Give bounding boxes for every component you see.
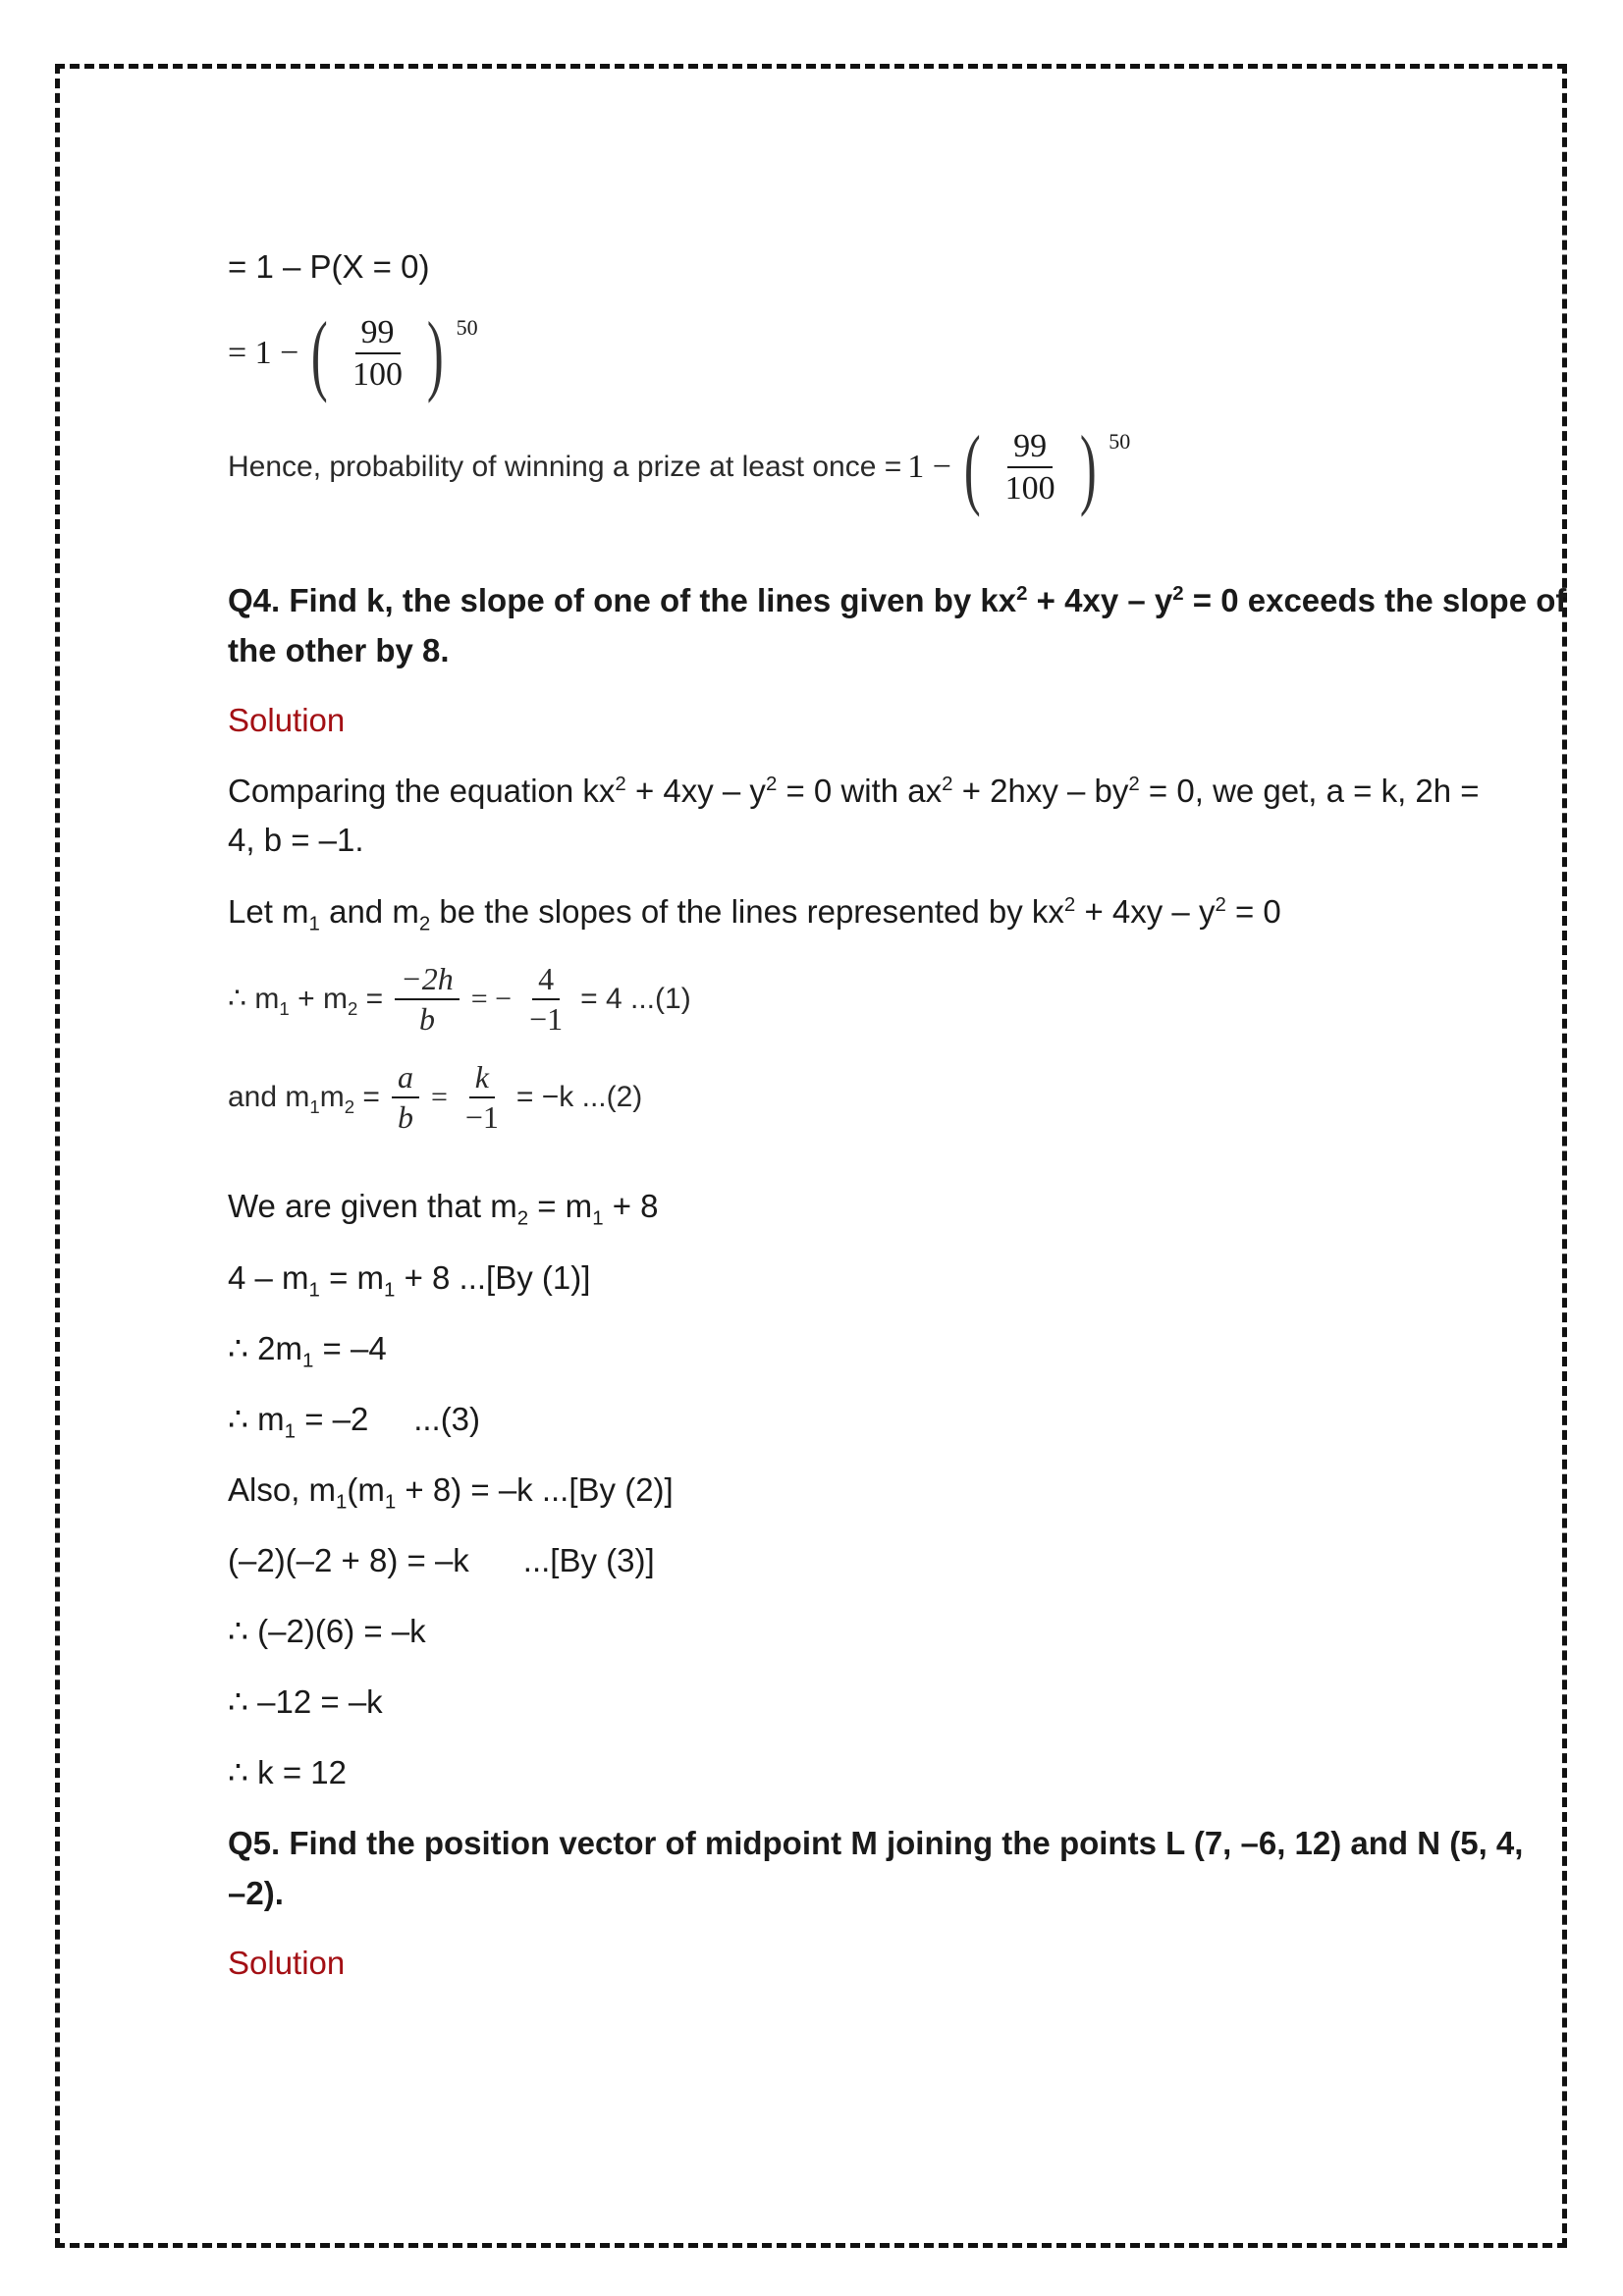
fraction bbox=[523, 962, 568, 1037]
equals-minus: = − bbox=[470, 983, 513, 1016]
sum-equation bbox=[228, 962, 691, 1037]
subscript: 1 bbox=[384, 1490, 397, 1514]
subscript: 1 bbox=[308, 912, 320, 935]
fraction bbox=[1000, 428, 1061, 507]
subscript: 1 bbox=[308, 1278, 320, 1302]
exponent: 50 bbox=[456, 315, 478, 340]
fraction-numerator: −2h bbox=[395, 962, 460, 1000]
text: = –4 bbox=[313, 1330, 387, 1366]
text: = 0 with ax bbox=[777, 773, 943, 809]
text: + 4xy – y bbox=[1027, 582, 1173, 618]
superscript: 2 bbox=[1172, 582, 1184, 605]
text: + 8) = –k ...[By (2)] bbox=[396, 1471, 674, 1508]
fraction-denominator: b bbox=[397, 1099, 413, 1136]
text: We are given that m bbox=[228, 1188, 517, 1224]
exponent: 50 bbox=[1109, 429, 1131, 454]
text: ∴ m bbox=[228, 1401, 285, 1437]
text: and m bbox=[228, 1081, 310, 1114]
step-line: ∴ (–2)(6) = –k bbox=[228, 1613, 426, 1649]
right-paren: ) bbox=[1079, 417, 1097, 517]
subscript: 2 bbox=[347, 998, 358, 1020]
subscript: 1 bbox=[384, 1278, 396, 1302]
text: = 0, we get, a = k, 2h = bbox=[1139, 773, 1480, 809]
fraction-numerator: k bbox=[469, 1060, 495, 1098]
text: + m bbox=[289, 983, 348, 1016]
comparison-line2: 4, b = –1. bbox=[228, 822, 364, 858]
equation-prefix: = 1 − bbox=[228, 335, 299, 371]
superscript: 2 bbox=[615, 773, 626, 795]
step-line bbox=[228, 1468, 674, 1512]
text: = bbox=[354, 1081, 380, 1114]
fraction-numerator: 99 bbox=[355, 314, 401, 354]
superscript: 2 bbox=[1128, 773, 1140, 795]
subscript: 1 bbox=[309, 1096, 320, 1118]
step-line bbox=[228, 1398, 480, 1441]
text: = 0 bbox=[1225, 893, 1281, 930]
given-line bbox=[228, 1185, 659, 1228]
superscript: 2 bbox=[1016, 582, 1028, 605]
fraction-denominator: 100 bbox=[1004, 470, 1055, 507]
text: Let m bbox=[228, 893, 309, 930]
subscript: 2 bbox=[418, 912, 431, 935]
comparison-line1 bbox=[228, 770, 1480, 813]
text: Comparing the equation kx bbox=[228, 773, 616, 809]
text: be the slopes of the lines represented by kx bbox=[430, 893, 1064, 930]
step-line: ∴ –12 = –k bbox=[228, 1683, 383, 1720]
product-result: = −k ...(2) bbox=[515, 1081, 643, 1114]
text: Q4. Find k, the slope of one of the lines given by kx bbox=[228, 582, 1017, 618]
text: = 0 exceeds the slope of bbox=[1183, 582, 1567, 618]
equals: = bbox=[430, 1081, 448, 1114]
solution-heading: Solution bbox=[228, 1945, 346, 1981]
fraction bbox=[392, 1060, 419, 1135]
left-paren: ( bbox=[311, 303, 329, 403]
subscript: 1 bbox=[592, 1206, 604, 1230]
sum-lhs bbox=[228, 978, 383, 1021]
sum-result: = 4 ...(1) bbox=[580, 983, 691, 1016]
text: = bbox=[357, 983, 384, 1016]
text: Also, m bbox=[228, 1471, 337, 1508]
step-line bbox=[228, 1256, 590, 1300]
fraction-numerator: 99 bbox=[1007, 428, 1053, 468]
text: + 4xy – y bbox=[1075, 893, 1216, 930]
subscript: 1 bbox=[279, 998, 290, 1020]
fraction-denominator: −1 bbox=[464, 1099, 499, 1136]
product-lhs: and $m_1m_2$ = bbox=[228, 1081, 380, 1118]
superscript: 2 bbox=[942, 773, 953, 795]
text: (m bbox=[347, 1471, 385, 1508]
question-4-title-line2: the other by 8. bbox=[228, 632, 450, 668]
subscript: 1 bbox=[284, 1419, 297, 1443]
conclusion-line bbox=[228, 417, 1131, 517]
text: + 8 bbox=[603, 1188, 659, 1224]
let-line bbox=[228, 890, 1281, 934]
product-equation bbox=[228, 1060, 642, 1135]
right-paren: ) bbox=[426, 303, 444, 403]
text: + 4xy – y bbox=[625, 773, 766, 809]
conclusion-text: Hence, probability of winning a prize at least once = bbox=[228, 451, 902, 483]
text: = m bbox=[528, 1188, 593, 1224]
equation-line: = 1 – P(X = 0) bbox=[228, 248, 430, 285]
fraction bbox=[347, 314, 408, 394]
step-line: (–2)(–2 + 8) = –k ...[By (3)] bbox=[228, 1542, 655, 1578]
question-5-title-line2: –2). bbox=[228, 1875, 284, 1911]
step-line: ∴ k = 12 bbox=[228, 1754, 347, 1790]
fraction-numerator: a bbox=[392, 1060, 419, 1098]
text: and m bbox=[319, 893, 419, 930]
conclusion-prefix: 1 − bbox=[907, 449, 951, 485]
superscript: 2 bbox=[1063, 893, 1076, 916]
text: + 2hxy – by bbox=[952, 773, 1129, 809]
subscript: 1 bbox=[302, 1349, 314, 1372]
text: ∴ 2m bbox=[228, 1330, 303, 1366]
fraction bbox=[395, 962, 460, 1037]
text: 4 – m bbox=[228, 1259, 309, 1296]
text: = –2 ...(3) bbox=[296, 1401, 481, 1437]
text: = m bbox=[319, 1259, 385, 1296]
subscript: 1 bbox=[336, 1490, 348, 1514]
fraction-numerator: 4 bbox=[532, 962, 560, 1000]
question-4-title-line1 bbox=[228, 579, 1566, 622]
step-line bbox=[228, 1327, 387, 1370]
question-5-title-line1: Q5. Find the position vector of midpoint M joining the points L (7, –6, 12) and N (5, 4, bbox=[228, 1825, 1524, 1861]
subscript: 2 bbox=[516, 1206, 529, 1230]
fraction-denominator: b bbox=[418, 1001, 435, 1038]
text: ∴ m bbox=[228, 983, 280, 1016]
superscript: 2 bbox=[1215, 893, 1226, 916]
fraction-denominator: −1 bbox=[529, 1001, 564, 1038]
equation-fraction-line bbox=[228, 303, 478, 403]
fraction-denominator: 100 bbox=[352, 356, 403, 393]
fraction bbox=[460, 1060, 505, 1135]
solution-heading: Solution bbox=[228, 702, 346, 738]
subscript: 2 bbox=[344, 1096, 355, 1118]
left-paren: ( bbox=[963, 417, 981, 517]
superscript: 2 bbox=[765, 773, 778, 795]
text: + 8 ...[By (1)] bbox=[395, 1259, 591, 1296]
